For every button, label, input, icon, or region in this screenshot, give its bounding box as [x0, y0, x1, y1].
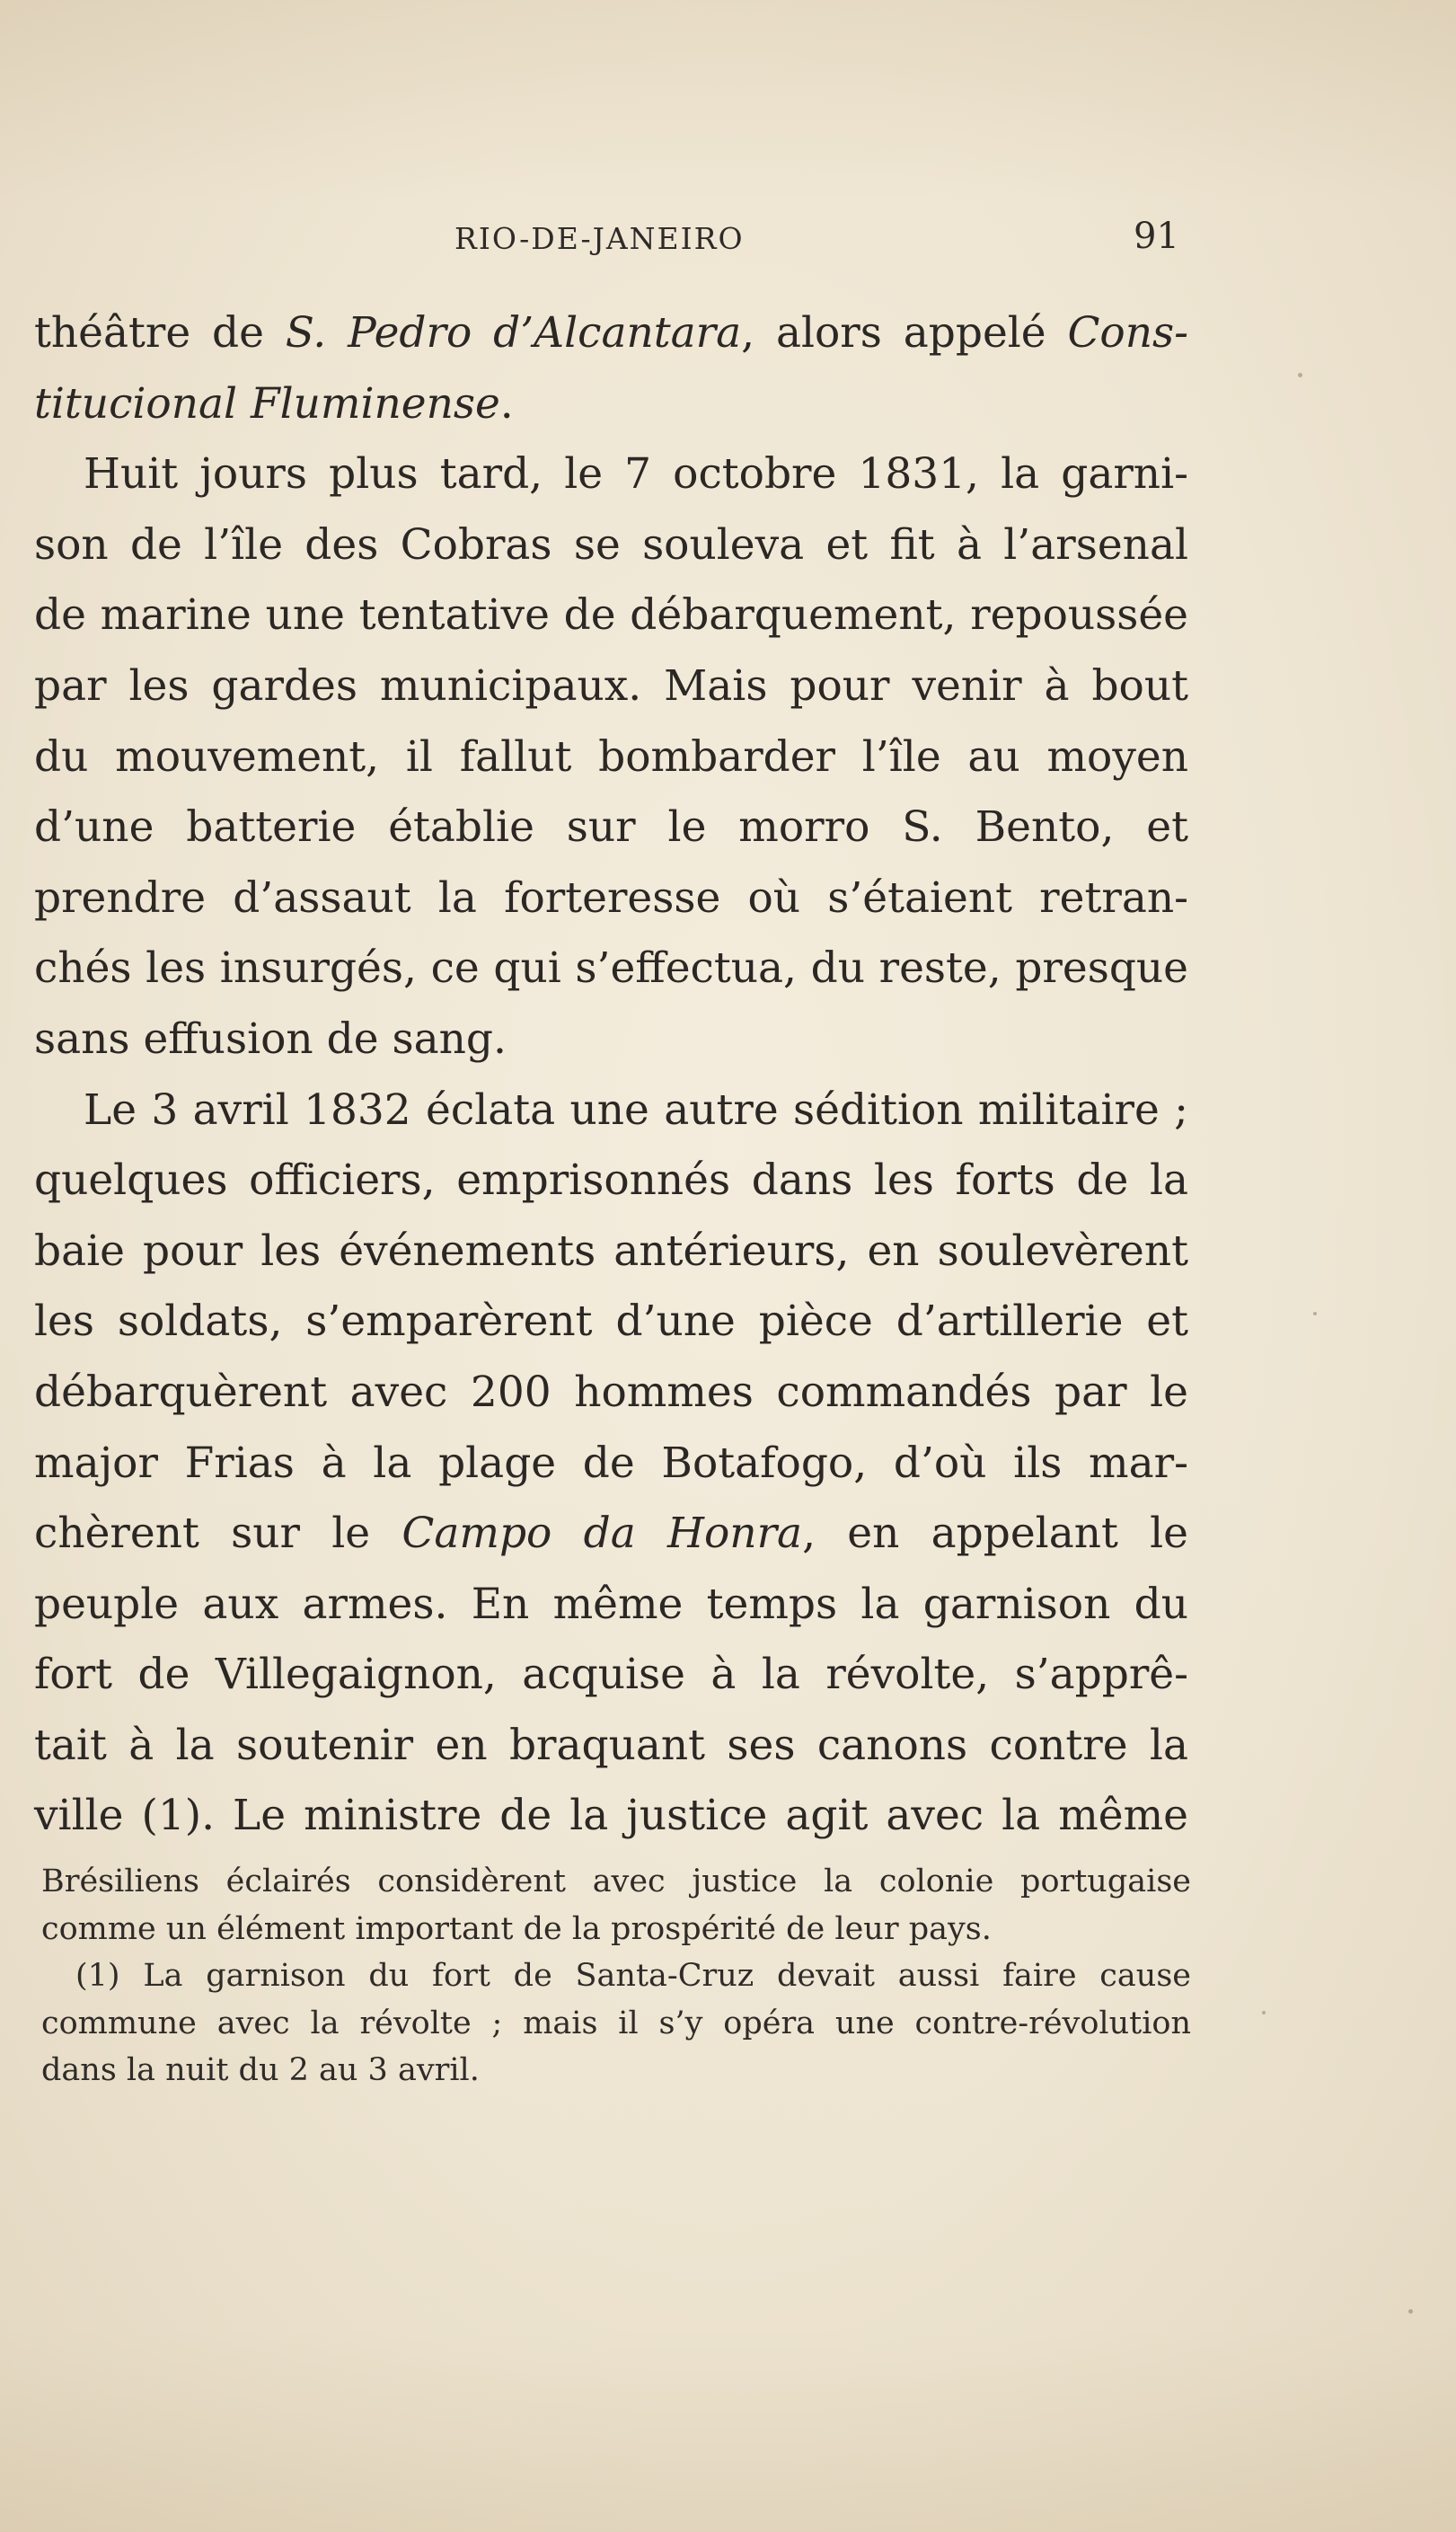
text-span: chèrent sur le	[34, 1509, 402, 1559]
body-text	[34, 298, 1188, 1852]
italic-span: S. Pedro d’Alcantara	[285, 308, 742, 358]
paper-speck	[1298, 373, 1302, 377]
paragraph-start-line: Huit jours plus tard, le 7 octobre 1831, la garni-	[84, 449, 1188, 500]
paper-speck	[1262, 2011, 1266, 2014]
text-line: prendre d’assaut la forteresse où s’étaient retran-	[34, 872, 1188, 923]
running-title: RIO-DE-JANEIRO	[454, 221, 745, 256]
text-line	[34, 1499, 1188, 1570]
text-line: débarquèrent avec 200 hommes commandés par le	[34, 1367, 1188, 1417]
footnote-line: dans la nuit du 2 au 3 avril.	[41, 2052, 480, 2088]
text-line: de marine une tentative de débarquement, repoussée	[34, 590, 1188, 641]
text-line: baie pour les événements antérieurs, en soulevèrent	[34, 1226, 1188, 1276]
text-line: chés les insurgés, ce qui s’effectua, du reste, presque	[34, 943, 1188, 994]
footnote-line: comme un élément important de la prospérité de leur pays.	[41, 1910, 992, 1947]
text-line	[34, 369, 1188, 440]
text-line: par les gardes municipaux. Mais pour venir à bout	[34, 660, 1188, 711]
text-line	[34, 298, 1188, 369]
running-head	[0, 214, 1456, 268]
text-line: tait à la soutenir en braquant ses canons contre la	[34, 1720, 1188, 1770]
footnote-line: Brésiliens éclairés considèrent avec justice la colonie portugaise	[41, 1864, 1191, 1899]
text-line: quelques officiers, emprisonnés dans les forts de la	[34, 1155, 1188, 1206]
paper-speck	[1408, 2309, 1413, 2314]
text-line: son de l’île des Cobras se souleva et fit à l’arsenal	[34, 519, 1188, 570]
italic-span: titucional Fluminense	[34, 378, 500, 429]
page-number: 91	[1134, 216, 1179, 257]
text-line: sans effusion de sang.	[34, 1014, 507, 1064]
text-span: , alors appelé	[741, 308, 1068, 358]
italic-span: Cons-	[1067, 308, 1188, 358]
paragraph-start-line: Le 3 avril 1832 éclata une autre sédition militaire ;	[84, 1085, 1188, 1135]
paper-speck	[1313, 1312, 1317, 1315]
text-span: .	[499, 378, 514, 429]
text-line: du mouvement, il fallut bombarder l’île au moyen	[34, 731, 1188, 782]
text-line: major Frias à la plage de Botafogo, d’où ils mar-	[34, 1438, 1188, 1488]
text-line: peuple aux armes. En même temps la garnison du	[34, 1579, 1188, 1629]
footnote-line: commune avec la révolte ; mais il s’y opéra une contre-révolution	[41, 2005, 1191, 2041]
text-line: les soldats, s’emparèrent d’une pièce d’artillerie et	[34, 1297, 1188, 1347]
text-line: d’une batterie établie sur le morro S. Bento, et	[34, 802, 1188, 853]
text-span: théâtre de	[34, 308, 286, 358]
italic-span: Campo da Honra	[402, 1509, 803, 1559]
text-line: fort de Villegaignon, acquise à la révolte, s’apprê-	[34, 1650, 1188, 1700]
footnote-line: (1) La garnison du fort de Santa-Cruz devait aussi faire cause	[75, 1958, 1191, 1994]
text-line: ville (1). Le ministre de la justice agit avec la même	[34, 1791, 1188, 1841]
footnotes	[41, 1858, 1191, 2094]
text-span: , en appelant le	[802, 1509, 1188, 1559]
